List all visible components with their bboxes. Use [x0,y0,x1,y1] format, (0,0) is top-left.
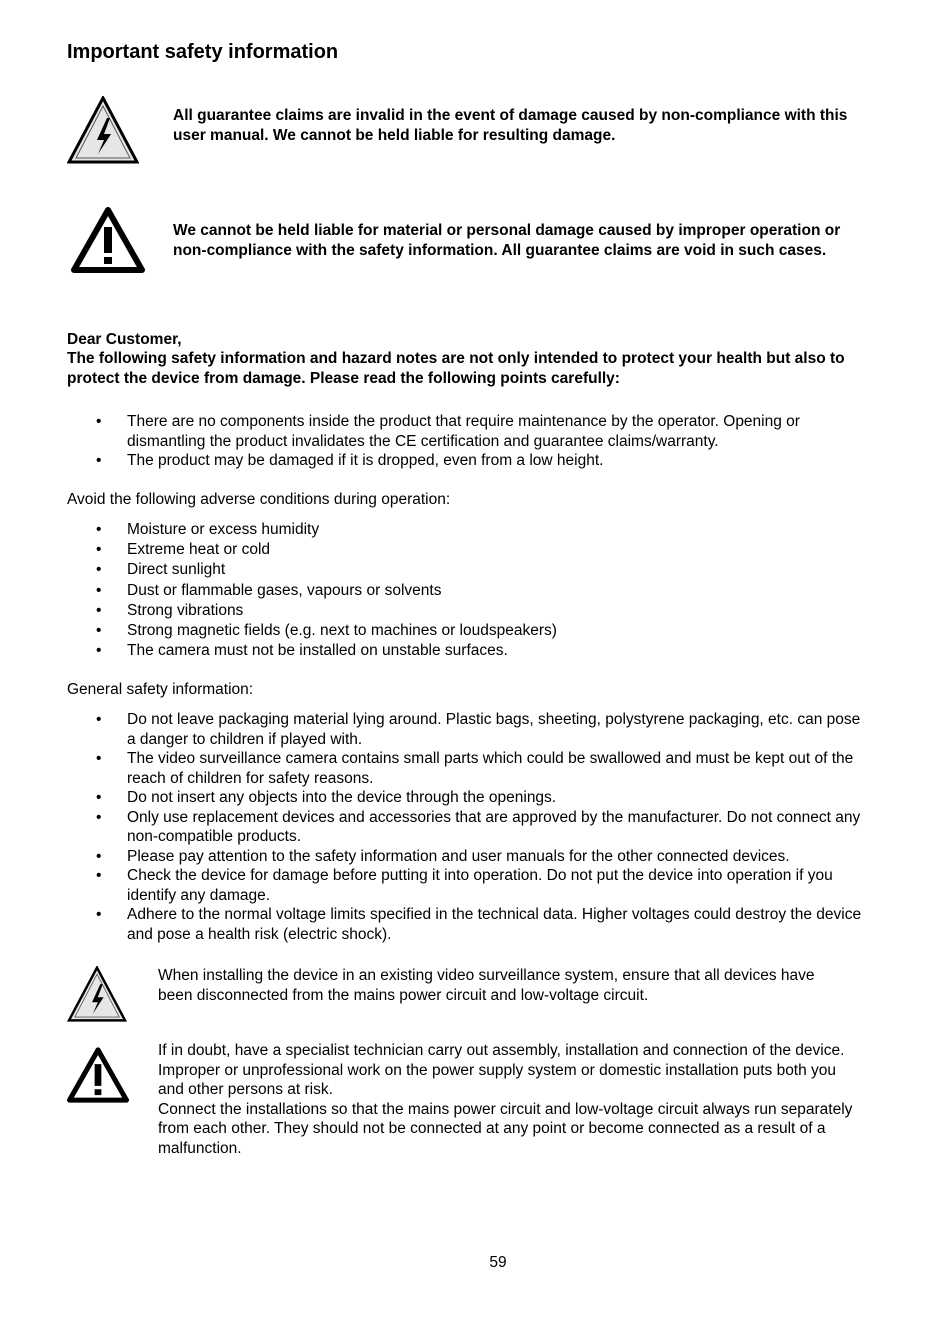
list-item: • Strong magnetic fields (e.g. next to machines or loudspeakers) [96,622,557,640]
list-item: • There are no components inside the product that require maintenance by the operator. Opening or dismantling the product invalidates the CE certification and guarantee claims/warranty. [96,413,800,450]
list-item: • Do not insert any objects into the device through the openings. [96,789,557,806]
warning-text: If in doubt, have a specialist technician carry out assembly, installation and connection of the device. Improper or unprofessional work on the power supply system or domestic installation puts both you and other persons at risk. Connect the installations so that the mains power circuit and low-voltage circuit always run separately from each other. They should not be connected at any point or become connected as a result of a malfunction. [158,1042,853,1157]
conditions-list [67,520,867,661]
list-item: • Moisture or excess humidity [96,521,320,538]
general-heading: General safety information: [67,681,254,698]
list-item: • The video surveillance camera contains small parts which could be swallowed and must be kept out of the reach of children for safety reasons. [96,750,854,787]
page-number: 59 [489,1254,507,1271]
warning-text: All guarantee claims are invalid in the event of damage caused by non-compliance with this user manual. We cannot be held liable for resulting damage. [173,107,848,144]
list-item: • Extreme heat or cold [96,541,271,559]
list-item: • Check the device for damage before putting it into operation. Do not put the device into operation if you identify any damage. [96,867,833,904]
caution-exclamation-icon [67,1046,129,1104]
caution-exclamation-icon [71,207,145,273]
maintenance-list [67,412,862,471]
list-item: • Adhere to the normal voltage limits specified in the technical data. Higher voltages could destroy the device and pose a health risk (electric shock). [96,906,862,943]
electric-hazard-icon [67,966,127,1022]
list-item: • Only use replacement devices and accessories that are approved by the manufacturer. Do not connect any non-compatible products. [96,808,861,845]
electric-hazard-icon [67,96,139,164]
list-item: • The product may be damaged if it is dropped, even from a low height. [96,452,604,469]
general-safety-list [67,710,862,944]
list-item: • The camera must not be installed on unstable surfaces. [96,642,508,660]
list-item: • Strong vibrations [96,601,244,619]
list-item: • Direct sunlight [96,561,226,579]
greeting: Dear Customer, [67,331,182,348]
list-item: • Do not leave packaging material lying around. Plastic bags, sheeting, polystyrene packaging, etc. can pose a danger to children if played with. [96,711,861,748]
avoid-heading: Avoid the following adverse conditions during operation: [67,491,451,508]
list-item: • Dust or flammable gases, vapours or solvents [96,581,442,599]
warning-text: When installing the device in an existing video surveillance system, ensure that all devices have been disconnected from the mains power circuit and low-voltage circuit. [158,967,815,1004]
warning-text: We cannot be held liable for material or personal damage caused by improper operation or non-compliance with the safety information. All guarantee claims are void in such cases. [173,222,841,259]
page-title: Important safety information [67,41,339,63]
list-item: • Please pay attention to the safety information and user manuals for the other connected devices. [96,847,790,865]
intro-paragraph: The following safety information and hazard notes are not only intended to protect your health but also to protect the device from damage. Please read the following points carefully: [67,350,845,387]
